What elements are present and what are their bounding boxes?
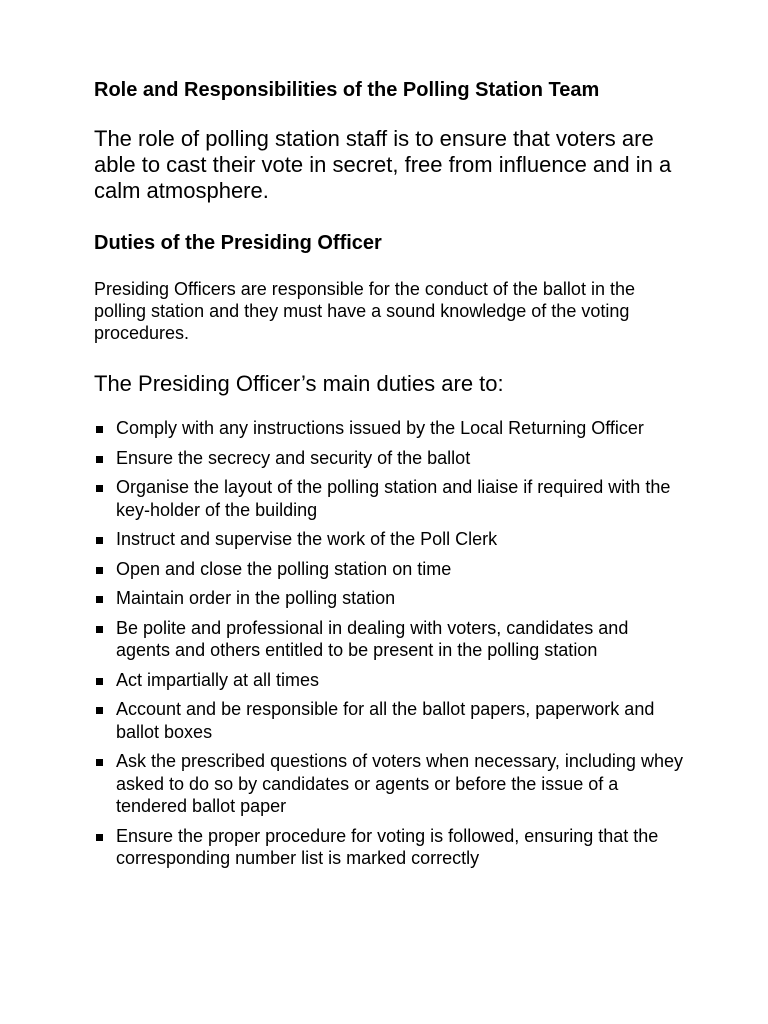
- list-item: [94, 417, 684, 440]
- section-heading: Duties of the Presiding Officer: [94, 232, 382, 254]
- list-item: [94, 528, 684, 551]
- square-bullet-icon: [96, 537, 103, 544]
- list-item: [94, 558, 684, 581]
- list-item: [94, 476, 684, 521]
- square-bullet-icon: [96, 626, 103, 633]
- document-page: [94, 78, 694, 877]
- list-item-text: Act impartially at all times: [116, 669, 320, 690]
- duties-intro: The Presiding Officer’s main duties are to:: [94, 371, 504, 396]
- list-item-text: Account and be responsible for all the ballot papers, paperwork and ballot boxes: [116, 699, 655, 742]
- list-item: [94, 447, 684, 470]
- square-bullet-icon: [96, 567, 103, 574]
- list-item-text: Organise the layout of the polling station and liaise if required with the key-holder of the building: [116, 477, 671, 520]
- list-item-text: Instruct and supervise the work of the Poll Clerk: [116, 529, 498, 549]
- list-item: [94, 825, 684, 870]
- list-item-text: Maintain order in the polling station: [116, 588, 396, 608]
- list-item-text: Be polite and professional in dealing with voters, candidates and agents and others entitled to be present in the polling station: [116, 617, 629, 660]
- list-item-text: Comply with any instructions issued by the Local Returning Officer: [116, 418, 644, 438]
- square-bullet-icon: [96, 596, 103, 603]
- square-bullet-icon: [96, 678, 103, 685]
- square-bullet-icon: [96, 759, 103, 766]
- list-item: [94, 587, 684, 610]
- list-item: [94, 750, 684, 818]
- square-bullet-icon: [96, 426, 103, 433]
- duties-list: [94, 417, 684, 870]
- list-item-text: Open and close the polling station on time: [116, 558, 452, 579]
- square-bullet-icon: [96, 707, 103, 714]
- document-title: Role and Responsibilities of the Polling Station Team: [94, 79, 600, 101]
- list-item: [94, 698, 684, 743]
- list-item-text: Ask the prescribed questions of voters when necessary, including whey asked to do so by candidates or agents or before the issue of a tendered ballot paper: [116, 751, 683, 816]
- square-bullet-icon: [96, 456, 103, 463]
- intro-paragraph: The role of polling station staff is to ensure that voters are able to cast their vote in secret, free from influence and in a calm atmosphere.: [94, 126, 672, 203]
- list-item: [94, 669, 684, 692]
- square-bullet-icon: [96, 834, 103, 841]
- list-item-text: Ensure the proper procedure for voting is followed, ensuring that the corresponding number list is marked correctly: [116, 825, 659, 868]
- list-item: [94, 617, 684, 662]
- list-item-text: Ensure the secrecy and security of the ballot: [116, 447, 471, 468]
- square-bullet-icon: [96, 485, 103, 492]
- section-body: Presiding Officers are responsible for the conduct of the ballot in the polling station and they must have a sound knowledge of the voting procedures.: [94, 279, 635, 343]
